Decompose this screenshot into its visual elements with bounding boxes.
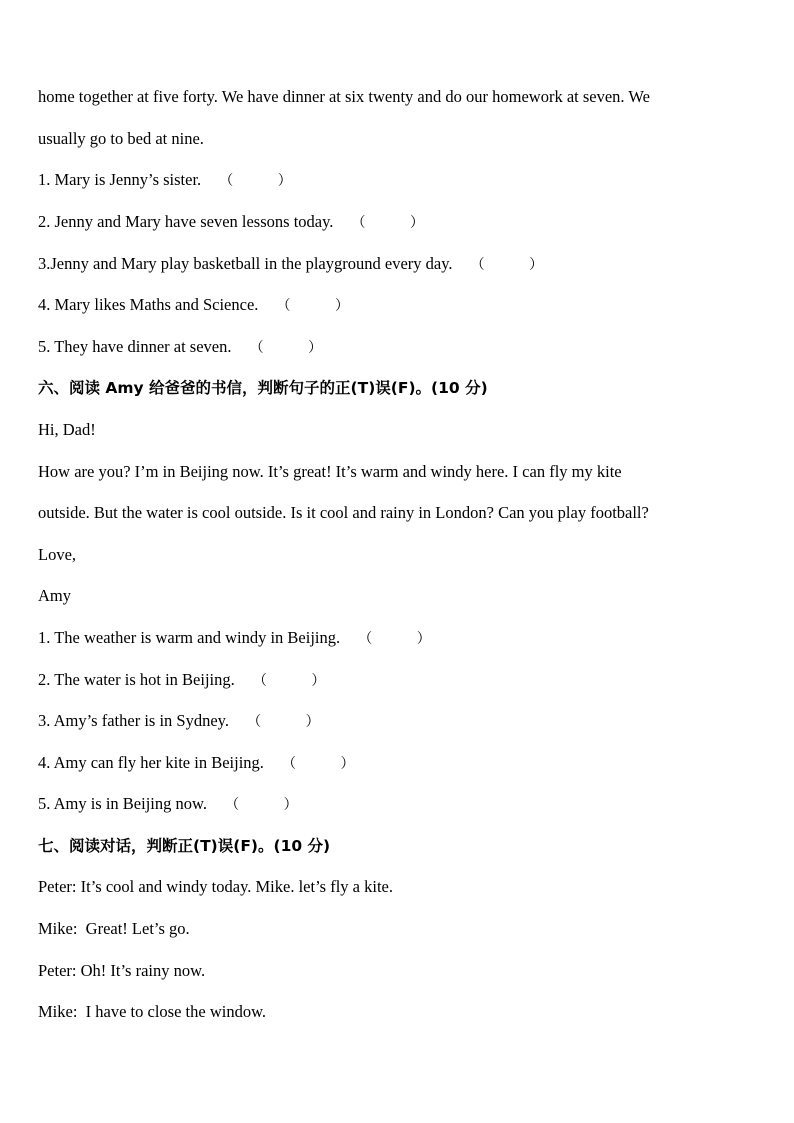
letter-question-2 — [38, 670, 325, 691]
letter-question-3 — [38, 711, 320, 732]
question-text: 2. The water is hot in Beijing. — [38, 670, 235, 689]
answer-blank[interactable]: （ ） — [249, 340, 323, 356]
question-text: 3. Amy’s father is in Sydney. — [38, 711, 229, 730]
question-3 — [38, 254, 543, 275]
answer-blank[interactable]: （ ） — [358, 631, 431, 647]
letter-signature: Amy — [38, 586, 71, 605]
question-5 — [38, 337, 322, 358]
question-text: 1. The weather is warm and windy in Beijing. — [38, 628, 341, 647]
dialogue-line-3: Peter: Oh! It’s rainy now. — [38, 961, 206, 980]
answer-blank[interactable]: （ ） — [219, 173, 292, 189]
letter-body-line-2: outside. But the water is cool outside. Is it cool and rainy in London? Can you play football? — [38, 503, 649, 522]
question-1 — [38, 170, 292, 191]
answer-blank[interactable]: （ ） — [351, 215, 425, 231]
dialogue-line-2: Mike: Great! Let’s go. — [38, 919, 190, 938]
question-text: 4. Mary likes Maths and Science. — [38, 295, 259, 314]
answer-blank[interactable]: （ ） — [225, 797, 298, 813]
answer-blank[interactable]: （ ） — [282, 756, 355, 772]
question-text: 4. Amy can fly her kite in Beijing. — [38, 753, 264, 772]
answer-blank[interactable]: （ ） — [247, 714, 320, 730]
section-6-heading: 六、阅读 Amy 给爸爸的书信，判断句子的正(T)误(F)。(10 分) — [38, 379, 488, 397]
question-text: 5. Amy is in Beijing now. — [38, 794, 207, 813]
answer-blank[interactable]: （ ） — [276, 298, 350, 314]
dialogue-line-1: Peter: It’s cool and windy today. Mike. let’s fly a kite. — [38, 877, 393, 896]
letter-body-line-1: How are you? I’m in Beijing now. It’s great! It’s warm and windy here. I can fly my kite — [38, 462, 622, 481]
question-4 — [38, 295, 349, 316]
letter-question-5 — [38, 794, 298, 815]
passage-line-2: usually go to bed at nine. — [38, 129, 204, 148]
question-text: 2. Jenny and Mary have seven lessons today. — [38, 212, 334, 231]
question-text: 1. Mary is Jenny’s sister. — [38, 170, 202, 189]
dialogue-line-4: Mike: I have to close the window. — [38, 1002, 267, 1021]
letter-closing: Love, — [38, 545, 77, 564]
question-2 — [38, 212, 424, 233]
question-text: 3.Jenny and Mary play basketball in the playground every day. — [38, 254, 453, 273]
question-text: 5. They have dinner at seven. — [38, 337, 232, 356]
letter-greeting: Hi, Dad! — [38, 420, 96, 439]
passage-line-1: home together at five forty. We have dinner at six twenty and do our homework at seven. We — [38, 87, 650, 106]
letter-question-1 — [38, 628, 431, 649]
section-7-heading: 七、阅读对话，判断正(T)误(F)。(10 分) — [38, 837, 331, 855]
answer-blank[interactable]: （ ） — [252, 673, 326, 689]
letter-question-4 — [38, 753, 355, 774]
answer-blank[interactable]: （ ） — [470, 257, 544, 273]
